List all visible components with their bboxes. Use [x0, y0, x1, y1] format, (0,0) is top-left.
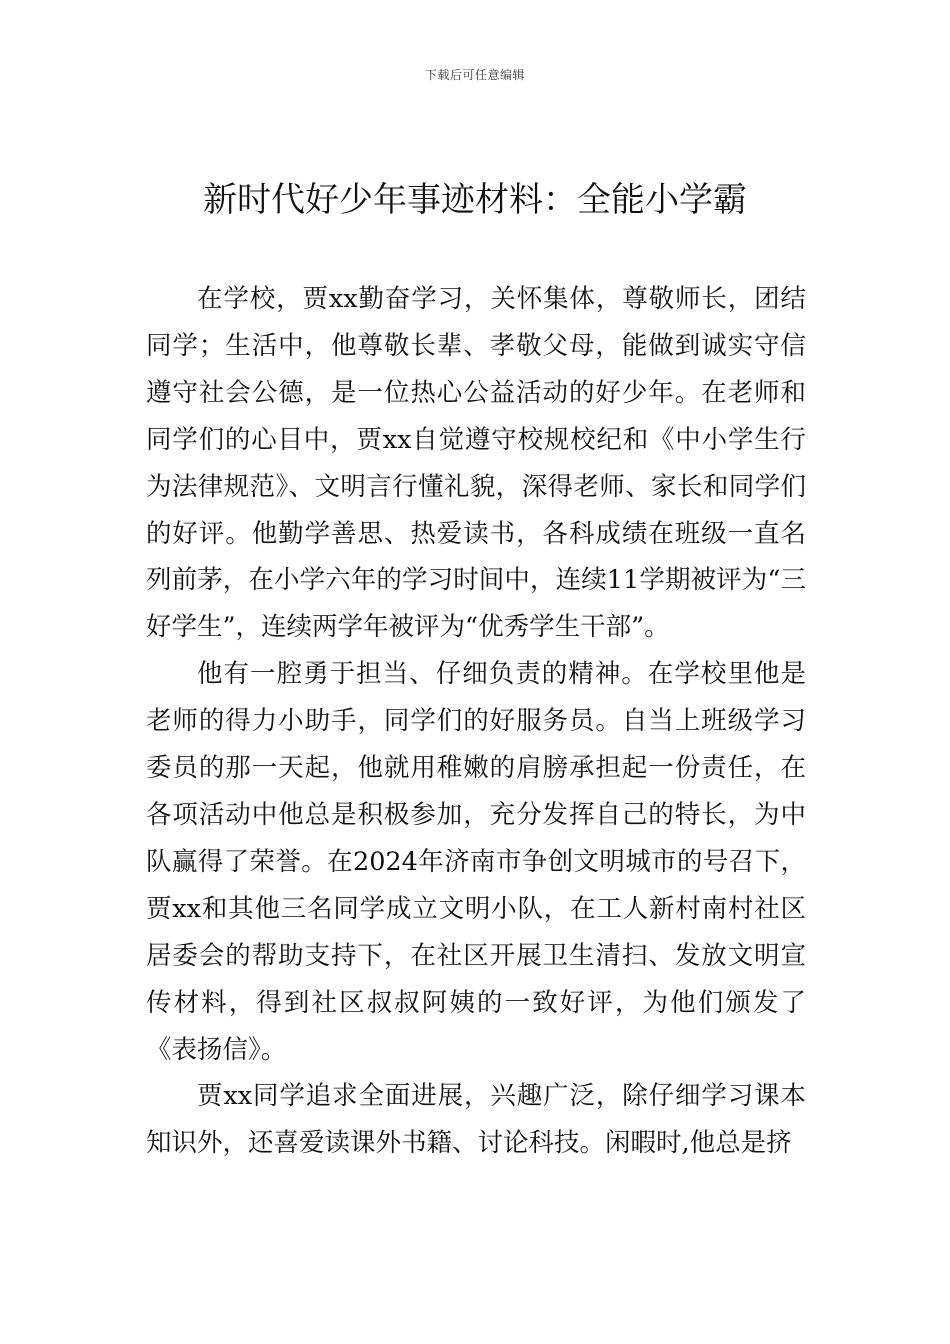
- paragraph-3: 贾xx同学追求全面进展，兴趣广泛，除仔细学习课本知识外，还喜爱读课外书籍、讨论科技。闲暇时,他总是挤: [146, 1081, 806, 1159]
- header-note: 下载后可任意编辑: [424, 68, 525, 82]
- paragraph-2: 他有一腔勇于担当、仔细负责的精神。在学校里他是老师的得力小助手，同学们的好服务员。自当上班级学习委员的那一天起，他就用稚嫩的肩膀承担起一份责任，在各项活动中他总是积极参加，充分发挥自己的特长，为中队赢得了荣誉。在2024年济南市争创文明城市的号召下，贾xx和其他三名同学成立文明小队，在工人新村南村社区居委会的帮助支持下，在社区开展卫生清扫、发放文明宣传材料，得到社区叔叔阿姨的一致好评，为他们颁发了《表扬信》。: [146, 659, 806, 1065]
- document-title: 新时代好少年事迹材料：全能小学霸: [203, 180, 747, 220]
- document-body: [146, 276, 806, 1167]
- paragraph-1: 在学校，贾xx勤奋学习，关怀集体，尊敬师长，团结同学；生活中，他尊敬长辈、孝敬父母，能做到诚实守信遵守社会公德，是一位热心公益活动的好少年。在老师和同学们的心目中，贾xx自觉遵守校规校纪和《中小学生行为法律规范》、文明言行懂礼貌，深得老师、家长和同学们的好评。他勤学善思、热爱读书，各科成绩在班级一直名列前茅，在小学六年的学习时间中，连续11学期被评为“三好学生”，连续两学年被评为“优秀学生干部”。: [146, 284, 806, 643]
